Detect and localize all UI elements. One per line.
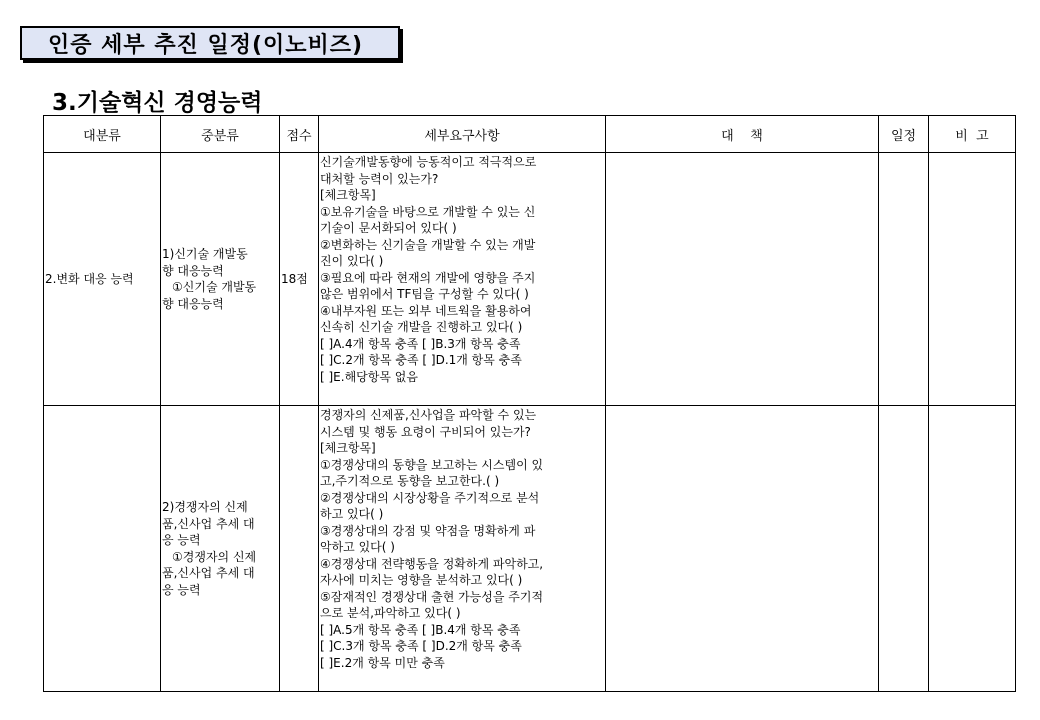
middle-category-line: 2)경쟁자의 신제 — [162, 500, 248, 514]
requirement-line: 대처할 능력이 있는가? — [320, 171, 439, 186]
table-row — [44, 406, 1016, 692]
requirement-line: ⑤잠재적인 경쟁상대 출현 가능성을 주기적 — [320, 589, 544, 604]
requirement-line: ④내부자원 또는 외부 네트웍을 활용하여 — [320, 303, 532, 318]
column-header-requirements: 세부요구사항 — [319, 116, 606, 153]
document-title: 인증 세부 추진 일정(이노비즈) — [48, 32, 364, 58]
requirement-line: ②변화하는 신기술을 개발할 수 있는 개발 — [320, 237, 536, 252]
requirement-line: ②경쟁상대의 시장상황을 주기적으로 분석 — [320, 490, 540, 505]
score-cell — [280, 406, 319, 692]
schedule-cell — [879, 406, 929, 692]
middle-category-line: 향 대응능력 — [162, 296, 224, 311]
table-row — [44, 153, 1016, 406]
major-category-cell — [44, 406, 161, 692]
requirement-line: [ ]C.3개 항목 충족 [ ]D.2개 항목 충족 — [320, 639, 522, 653]
requirement-line: 신기술개발동향에 능동적이고 적극적으로 — [320, 155, 537, 169]
requirement-line: ③필요에 따라 현재의 개발에 영향을 주지 — [320, 270, 536, 285]
middle-category-cell — [161, 406, 280, 692]
column-header-middle: 중분류 — [161, 116, 280, 153]
middle-category-cell — [161, 153, 280, 406]
requirement-line: 않은 범위에서 TF팀을 구성할 수 있다( ) — [320, 287, 529, 301]
requirement-line: 신속히 신기술 개발을 진행하고 있다( ) — [320, 320, 523, 334]
schedule-cell — [879, 153, 929, 406]
section-title: 3.기술혁신 경영능력 — [52, 90, 263, 116]
requirement-line: [ ]A.5개 항목 충족 [ ]B.4개 항목 충족 — [320, 622, 521, 637]
requirements-cell — [319, 153, 606, 406]
score-cell: 18점 — [280, 153, 319, 406]
requirement-line: ①보유기술을 바탕으로 개발할 수 있는 신 — [320, 204, 536, 219]
column-header-score: 점수 — [280, 116, 319, 153]
column-header-major: 대분류 — [44, 116, 161, 153]
requirement-line: 자사에 미치는 영향을 분석하고 있다( ) — [320, 573, 523, 587]
table-header-row — [44, 116, 1016, 153]
requirement-line: 하고 있다( ) — [320, 507, 384, 521]
requirement-line: 진이 있다( ) — [320, 254, 384, 268]
column-header-measure: 대 책 — [606, 116, 879, 153]
note-cell — [929, 406, 1016, 692]
requirement-line: ④경쟁상대 전략행동을 정확하게 파악하고, — [320, 556, 544, 571]
column-header-schedule: 일정 — [879, 116, 929, 153]
requirement-line: [체크항목] — [320, 441, 376, 455]
middle-category-line: 품,신사업 추세 대 — [162, 566, 255, 580]
requirement-line: [ ]E.2개 항목 미만 충족 — [320, 655, 445, 670]
requirement-line: 고,주기적으로 동향을 보고한다.( ) — [320, 474, 500, 488]
middle-category-line: 응 능력 — [162, 533, 201, 547]
column-header-note: 비 고 — [929, 116, 1016, 153]
requirement-line: [체크항목] — [320, 188, 376, 202]
document-title-box — [20, 26, 400, 60]
major-category-cell: 2.변화 대응 능력 — [44, 153, 161, 406]
middle-category-line: ①신기술 개발동 — [172, 280, 257, 294]
middle-category-line: ①경쟁자의 신제 — [172, 549, 257, 564]
requirement-line: 기술이 문서화되어 있다( ) — [320, 221, 457, 235]
requirement-line: 경쟁자의 신제품,신사업을 파악할 수 있는 — [320, 408, 537, 422]
requirement-line: [ ]A.4개 항목 충족 [ ]B.3개 항목 충족 — [320, 336, 521, 351]
measure-cell — [606, 406, 879, 692]
middle-category-line: 향 대응능력 — [162, 263, 224, 278]
requirement-line: [ ]C.2개 항목 충족 [ ]D.1개 항목 충족 — [320, 353, 522, 367]
schedule-table — [43, 115, 1016, 692]
requirement-line: ③경쟁상대의 강점 및 약점을 명확하게 파 — [320, 523, 536, 538]
requirement-line: ①경쟁상대의 동향을 보고하는 시스템이 있 — [320, 457, 544, 472]
middle-category-line: 응 능력 — [162, 582, 201, 597]
requirements-cell — [319, 406, 606, 692]
middle-category-line: 1)신기술 개발동 — [162, 247, 248, 261]
requirement-line: [ ]E.해당항목 없음 — [320, 369, 418, 384]
requirement-line: 으로 분석,파악하고 있다( ) — [320, 606, 461, 620]
measure-cell — [606, 153, 879, 406]
requirement-line: 악하고 있다( ) — [320, 540, 395, 554]
middle-category-line: 품,신사업 추세 대 — [162, 516, 255, 531]
requirement-line: 시스템 및 행동 요령이 구비되어 있는가? — [320, 424, 531, 439]
note-cell — [929, 153, 1016, 406]
